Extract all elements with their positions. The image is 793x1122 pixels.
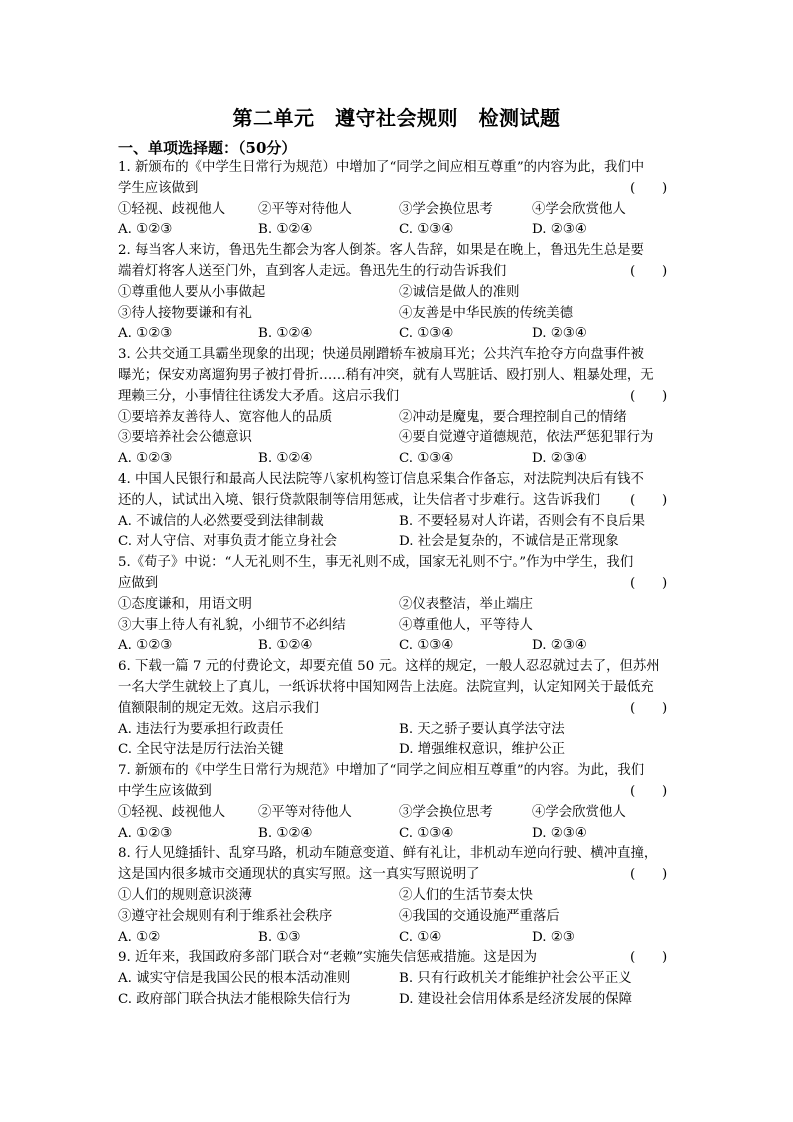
question-8-choice: A. ①② bbox=[118, 929, 161, 945]
question-5-stem-text: 5.《荀子》中说：“人无礼则不生，事无礼则不成，国家无礼则不宁。”作为中学生，我们 bbox=[118, 555, 634, 571]
question-5-stem-line bbox=[118, 574, 678, 594]
question-1-items-row bbox=[118, 200, 678, 220]
question-6-stem-line bbox=[118, 699, 678, 719]
question-3-choices-row bbox=[118, 449, 678, 469]
question-6-stem-text: 6. 下载一篇 7 元的付费论文，却要充值 50 元。这样的规定，一般人忍忍就过去了，但苏州 bbox=[118, 659, 660, 675]
question-6-choice: D. 增强维权意识，维护公正 bbox=[399, 742, 566, 758]
page-title: 第二单元 遵守社会规则 检测试题 bbox=[232, 106, 561, 130]
question-9-stem-text: 9. 近年来，我国政府多部门联合对“老赖”实施失信惩戒措施。这是因为 bbox=[118, 950, 538, 966]
question-9-choice: A. 诚实守信是我国公民的根本活动准则 bbox=[118, 971, 351, 987]
question-4-stem-text: 还的人，试试出入境、银行贷款限制等信用惩戒，让失信者寸步难行。这告诉我们 bbox=[118, 492, 601, 508]
question-3-item: ①要培养友善待人、宽容他人的品质 bbox=[118, 409, 333, 425]
question-2-stem-line bbox=[118, 241, 678, 261]
question-1-stem-line bbox=[118, 179, 678, 199]
question-4-choices-row bbox=[118, 512, 678, 532]
question-9-choice: C. 政府部门联合执法才能根除失信行为 bbox=[118, 992, 351, 1007]
question-6-stem-text: 一名大学生就较上了真儿，一纸诉状将中国知网告上法庭。法院宣判，认定知网关于最低充 bbox=[118, 680, 654, 695]
question-9-choice: B. 只有行政机关才能维护社会公平正义 bbox=[399, 971, 632, 987]
question-7-item: ④学会欣赏他人 bbox=[532, 804, 626, 820]
question-3-choice: A. ①②③ bbox=[118, 451, 173, 467]
question-5-choice: B. ①②④ bbox=[258, 638, 313, 654]
question-7-choice: A. ①②③ bbox=[118, 825, 173, 841]
answer-blank: ( ) bbox=[630, 867, 668, 883]
question-5-items-row bbox=[118, 616, 678, 636]
question-4-stem-line bbox=[118, 491, 678, 511]
question-1-item: ③学会换位思考 bbox=[399, 201, 493, 217]
question-8-choice: C. ①④ bbox=[399, 929, 442, 945]
question-4-choice: B. 不要轻易对人许诺，否则会有不良后果 bbox=[399, 513, 645, 529]
answer-blank: ( ) bbox=[630, 576, 668, 591]
question-5-item: ①态度谦和，用语文明 bbox=[118, 596, 252, 612]
question-1-choice: C. ①③④ bbox=[399, 222, 454, 238]
question-2-items-row bbox=[118, 304, 678, 324]
question-6-stem-text: 值额限制的规定无效。这启示我们 bbox=[118, 700, 319, 716]
question-5-choices-row bbox=[118, 636, 678, 656]
question-8-items-row bbox=[118, 907, 678, 927]
question-4-stem-line bbox=[118, 470, 678, 490]
question-5-item: ②仪表整洁，举止端庄 bbox=[399, 596, 533, 612]
question-2-stem-text: 端着灯将客人送至门外，直到客人走远。鲁迅先生的行动告诉我们 bbox=[118, 264, 507, 279]
question-7-choice: B. ①②④ bbox=[258, 825, 313, 841]
question-8-choices-row bbox=[118, 928, 678, 948]
answer-blank: ( ) bbox=[630, 264, 668, 279]
answer-blank: ( ) bbox=[630, 700, 668, 716]
question-1-stem-text: 1. 新颁布的《中学生日常行为规范）中增加了“同学之间应相互尊重”的内容为此，我们中 bbox=[118, 160, 645, 175]
question-2-item: ①尊重他人要从小事做起 bbox=[118, 284, 266, 300]
answer-blank: ( ) bbox=[630, 492, 668, 508]
question-7-stem-text: 中学生应该做到 bbox=[118, 784, 212, 799]
question-7-stem-line bbox=[118, 782, 678, 802]
question-8-choice: D. ②③ bbox=[532, 929, 575, 945]
question-4-choice: C. 对人守信、对事负责才能立身社会 bbox=[118, 534, 338, 550]
question-4-choice: D. 社会是复杂的，不诚信是正常现象 bbox=[399, 534, 619, 550]
question-6-choice: B. 天之骄子要认真学法守法 bbox=[399, 721, 565, 737]
question-2-items-row bbox=[118, 283, 678, 303]
question-1-choices-row bbox=[118, 220, 678, 240]
question-1-stem-text: 学生应该做到 bbox=[118, 180, 199, 196]
question-6-choice: A. 违法行为要承担行政责任 bbox=[118, 721, 284, 737]
question-8-item: ①人们的规则意识淡薄 bbox=[118, 888, 252, 903]
question-5-choice: A. ①②③ bbox=[118, 638, 173, 654]
question-3-item: ③要培养社会公德意识 bbox=[118, 430, 252, 446]
question-3-stem-text: 理赖三分，小事情往往诱发大矛盾。这启示我们 bbox=[118, 388, 400, 404]
answer-blank: ( ) bbox=[630, 388, 668, 404]
question-3-stem-text: 曝光；保安劝离遛狗男子被打骨折……稍有冲突，就有人骂脏话、殴打别人、粗暴处理，无 bbox=[118, 368, 654, 383]
question-8-stem-line bbox=[118, 844, 678, 864]
question-3-stem-line bbox=[118, 366, 678, 386]
question-7-choice: D. ②③④ bbox=[532, 825, 587, 841]
question-6-choice: C. 全民守法是厉行法治关键 bbox=[118, 742, 284, 758]
question-6-stem-line bbox=[118, 657, 678, 677]
question-7-choices-row bbox=[118, 824, 678, 844]
question-8-item: ②人们的生活节奏太快 bbox=[399, 888, 533, 903]
question-3-choice: B. ①②④ bbox=[258, 451, 313, 467]
question-2-stem-text: 2. 每当客人来访，鲁迅先生都会为客人倒茶。客人告辞，如果是在晚上，鲁迅先生总是要 bbox=[118, 243, 644, 259]
question-2-item: ④友善是中华民族的传统美德 bbox=[399, 305, 574, 321]
question-8-item: ③遵守社会规则有利于维系社会秩序 bbox=[118, 908, 333, 924]
question-7-item: ②平等对待他人 bbox=[258, 804, 352, 820]
question-8-item: ④我国的交通设施严重落后 bbox=[399, 908, 560, 924]
question-6-choices-row bbox=[118, 720, 678, 740]
question-7-item: ③学会换位思考 bbox=[399, 804, 493, 820]
question-2-choices-row bbox=[118, 324, 678, 344]
question-9-choices-row bbox=[118, 990, 678, 1010]
answer-blank: ( ) bbox=[630, 784, 668, 799]
question-1-item: ①轻视、歧视他人 bbox=[118, 201, 226, 217]
question-7-item: ①轻视、歧视他人 bbox=[118, 804, 226, 820]
question-3-items-row bbox=[118, 408, 678, 428]
question-2-choice: D. ②③④ bbox=[532, 326, 587, 342]
question-7-choice: C. ①③④ bbox=[399, 825, 454, 841]
question-1-choice: A. ①②③ bbox=[118, 222, 173, 238]
answer-blank: ( ) bbox=[630, 950, 668, 966]
question-3-items-row bbox=[118, 428, 678, 448]
question-3-item: ②冲动是魔鬼，要合理控制自己的情绪 bbox=[399, 409, 627, 425]
answer-blank: ( ) bbox=[630, 180, 668, 196]
question-2-choice: A. ①②③ bbox=[118, 326, 173, 342]
question-4-choices-row bbox=[118, 532, 678, 552]
question-2-stem-line bbox=[118, 262, 678, 282]
question-2-choice: B. ①②④ bbox=[258, 326, 313, 342]
question-5-stem-line bbox=[118, 553, 678, 573]
question-3-stem-text: 3. 公共交通工具霸坐现象的出现；快递员剐蹭轿车被扇耳光；公共汽车抢夺方向盘事件被 bbox=[118, 347, 644, 363]
question-7-items-row bbox=[118, 803, 678, 823]
question-1-choice: B. ①②④ bbox=[258, 222, 313, 238]
question-3-stem-line bbox=[118, 387, 678, 407]
question-5-choice: D. ②③④ bbox=[532, 638, 587, 654]
question-8-stem-line bbox=[118, 865, 678, 885]
question-8-stem-text: 8. 行人见缝插针、乱穿马路，机动车随意变道、鲜有礼让，非机动车逆向行驶、横冲直撞， bbox=[118, 846, 658, 862]
question-8-items-row bbox=[118, 886, 678, 906]
question-9-choices-row bbox=[118, 969, 678, 989]
question-5-item: ③大事上待人有礼貌，小细节不必纠结 bbox=[118, 617, 346, 633]
question-1-item: ④学会欣赏他人 bbox=[532, 201, 626, 217]
section-heading: 一、单项选择题：（50分） bbox=[118, 139, 297, 157]
question-2-item: ②诚信是做人的准则 bbox=[399, 284, 520, 300]
question-5-item: ④尊重他人，平等待人 bbox=[399, 617, 533, 633]
question-5-choice: C. ①③④ bbox=[399, 638, 454, 654]
question-9-choice: D. 建设社会信用体系是经济发展的保障 bbox=[399, 992, 633, 1007]
question-1-choice: D. ②③④ bbox=[532, 222, 587, 238]
question-8-choice: B. ①③ bbox=[258, 929, 301, 945]
question-7-stem-text: 7. 新颁布的《中学生日常行为规范》中增加了“同学之间应相互尊重”的内容。为此，我们 bbox=[118, 763, 645, 779]
question-1-stem-line bbox=[118, 158, 678, 178]
question-9-stem-line bbox=[118, 948, 678, 968]
question-5-stem-text: 应做到 bbox=[118, 576, 159, 591]
question-1-item: ②平等对待他人 bbox=[258, 201, 352, 217]
question-7-stem-line bbox=[118, 761, 678, 781]
question-3-stem-line bbox=[118, 345, 678, 365]
question-3-choice: D. ②③④ bbox=[532, 451, 587, 467]
question-2-choice: C. ①③④ bbox=[399, 326, 454, 342]
question-6-stem-line bbox=[118, 678, 678, 698]
question-3-choice: C. ①③④ bbox=[399, 451, 454, 467]
question-8-stem-text: 这是国内很多城市交通现状的真实写照。这一真实写照说明了 bbox=[118, 867, 480, 883]
question-6-choices-row bbox=[118, 740, 678, 760]
question-4-choice: A. 不诚信的人必然要受到法律制裁 bbox=[118, 513, 324, 529]
question-5-items-row bbox=[118, 595, 678, 615]
question-4-stem-text: 4. 中国人民银行和最高人民法院等八家机构签订信息采集合作备忘，对法院判决后有钱不 bbox=[118, 472, 644, 487]
question-2-item: ③待人接物要谦和有礼 bbox=[118, 305, 252, 321]
question-3-item: ④要自觉遵守道德规范，依法严惩犯罪行为 bbox=[399, 430, 654, 446]
